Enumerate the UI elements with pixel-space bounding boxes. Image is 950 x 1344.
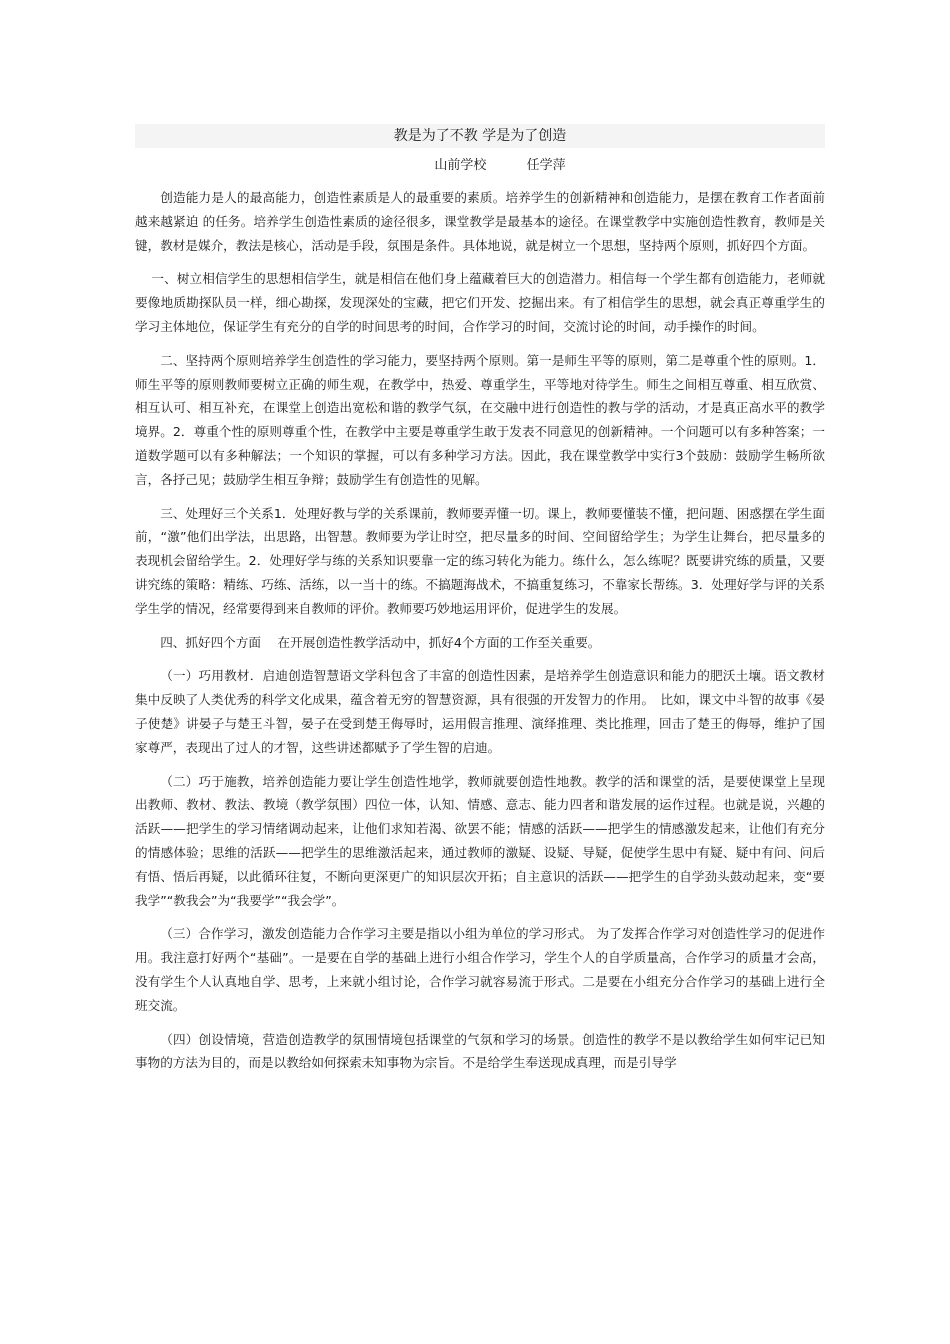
author-name: 任学萍 bbox=[526, 158, 566, 173]
document-page bbox=[135, 124, 825, 1085]
paragraph-subsection-4: （四）创设情境，营造创造教学的氛围情境包括课堂的气氛和学习的场景。创造性的教学不是以教给学生如何牢记已知事物的方法为目的，而是以教给如何探索未知事物为宗旨。不是给学生奉送现成真理，而是引导学 bbox=[135, 1031, 825, 1071]
document-title: 教是为了不教 学是为了创造 bbox=[135, 124, 825, 148]
paragraph-subsection-3: （三）合作学习，激发创造能力合作学习主要是指以小组为单位的学习形式。 为了发挥合作学习对创造性学习的促进作用。我注意打好两个“基础”。一是要在自学的基础上进行小组合作学习，学生个人的自学质量高，合作学习的质量才会高，没有学生个人认真地自学、思考，上来就小组讨论，合作学习就容易流于形式。二是要在小组充分合作学习的基础上进行全班交流。 bbox=[135, 926, 825, 1013]
school-name: 山前学校 bbox=[434, 158, 487, 173]
paragraph-section-3: 三、处理好三个关系1．处理好教与学的关系课前，教师要弄懂一切。课上，教师要懂装不懂，把问题、困惑摆在学生面前，“激”他们出学法，出思路，出智慧。教师要为学让时空，把尽量多的时间、空间留给学生；为学生让舞台，把尽量多的表现机会留给学生。2．处理好学与练的关系知识要靠一定的练习转化为能力。练什么，怎么练呢？既要讲究练的质量，又要讲究练的策略：精练、巧练、活练，以一当十的练。不搞题海战术，不搞重复练习，不靠家长帮练。3．处理好学与评的关系学生学的情况，经常要得到来自教师的评价。教师要巧妙地运用评价，促进学生的发展。 bbox=[135, 505, 825, 616]
byline bbox=[135, 156, 825, 176]
paragraph-subsection-1: （一）巧用教材．启迪创造智慧语文学科包含了丰富的创造性因素，是培养学生创造意识和能力的肥沃土壤。语文教材集中反映了人类优秀的科学文化成果，蕴含着无穷的智慧资源，具有很强的开发智力的作用。 比如，课文中斗智的故事《晏子使楚》讲晏子与楚王斗智，晏子在受到楚王侮辱时，运用假言推理、演绎推理、类比推理，回击了楚王的侮辱，维护了国家尊严，表现出了过人的才智，这些讲述都赋予了学生智的启迪。 bbox=[135, 668, 825, 755]
paragraph-section-1: 一、树立相信学生的思想相信学生，就是相信在他们身上蕴藏着巨大的创造潜力。相信每一个学生都有创造能力，老师就要像地质勘探队员一样，细心勘探，发现深处的宝藏，把它们开发、挖掘出来。有了相信学生的思想，就会真正尊重学生的学习主体地位，保证学生有充分的自学的时间思考的时间，合作学习的时间，交流讨论的时间，动手操作的时间。 bbox=[135, 271, 825, 334]
paragraph-subsection-2: （二）巧于施教，培养创造能力要让学生创造性地学，教师就要创造性地教。教学的活和课堂的活，是要使课堂上呈现出教师、教材、教法、教境（教学氛围）四位一体，认知、情感、意志、能力四者和谐发展的运作过程。也就是说，兴趣的活跃——把学生的学习情绪调动起来，让他们求知若渴、欲罢不能；情感的活跃——把学生的情感激发起来，让他们有充分的情感体验；思维的活跃——把学生的思维激活起来，通过教师的激疑、设疑、导疑，促使学生思中有疑、疑中有问、问后有悟、悟后再疑，以此循环往复，不断向更深更广的知识层次开拓；自主意识的活跃——把学生的自学劲头鼓动起来，变“要我学”“教我会”为“我要学”“我会学”。 bbox=[135, 773, 825, 908]
paragraph-intro: 创造能力是人的最高能力，创造性素质是人的最重要的素质。培养学生的创新精神和创造能力，是摆在教育工作者面前越来越紧迫 的任务。培养学生创造性素质的途径很多，课堂教学是最基本的途径。在课堂教学中实施创造性教育，教师是关键，教材是媒介，教法是核心，活动是手段，氛围是条件。具体地说，就是树立一个思想，坚持两个原则，抓好四个方面。 bbox=[135, 190, 825, 253]
paragraph-section-2: 二、坚持两个原则培养学生创造性的学习能力，要坚持两个原则。第一是师生平等的原则，第二是尊重个性的原则。1．师生平等的原则教师要树立正确的师生观，在教学中，热爱、尊重学生，平等地对待学生。师生之间相互尊重、相互欣赏、相互认可、相互补充，在课堂上创造出宽松和谐的教学气氛，在交融中进行创造性的教与学的活动，才是真正高水平的教学境界。2．尊重个性的原则尊重个性，在教学中主要是尊重学生敢于发表不同意见的创新精神。一个问题可以有多种答案；一道数学题可以有多种解法；一个知识的掌握，可以有多种学习方法。因此，我在课堂教学中实行3个鼓励：鼓励学生畅所欲言，各抒己见；鼓励学生相互争辩；鼓励学生有创造性的见解。 bbox=[135, 352, 825, 487]
paragraph-section-4: 四、抓好四个方面 在开展创造性教学活动中，抓好4个方面的工作至关重要。 bbox=[160, 634, 601, 650]
